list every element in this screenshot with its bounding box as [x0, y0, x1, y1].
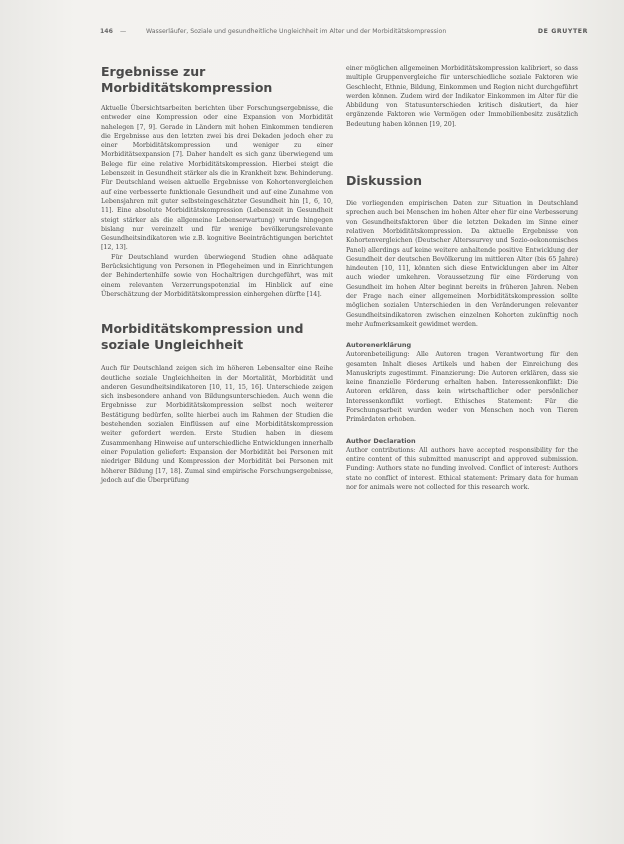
- paragraph: Author contributions: All authors have accepted responsibility for the entire content of this submitted manuscript and approved submission. Funding: Authors state no funding involved. Conflict of interest: Authors state no conflict of interest. Ethical statement: Primary data for human nor for animals were not collected for this research work.: [346, 446, 578, 491]
- paragraph: Für Deutschland wurden überwiegend Studien ohne adäquate Berücksichtigung von Personen in Pflegeheimen und in Einrichtungen der Behindertenhilfe sowie von Hochaltrigen durchgeführt, was mit einem relevanten Verzerrungspotenzial im Hinblick auf eine Überschätzung der Morbiditätskompression einhergehen dürfte [14].: [101, 253, 333, 298]
- header-dash: —: [120, 28, 127, 35]
- publisher-name: DE GRUYTER: [537, 28, 588, 35]
- paragraph: Aktuelle Übersichtsarbeiten berichten über Forschungsergebnisse, die entweder eine Kompression oder eine Expansion von Morbidität nahelegen [7, 9]. Gerade in Ländern mit hohen Einkommen tendieren die Ergebnisse aus den letzten zwei bis drei Dekaden jedoch eher zu einer Morbiditätskompression und weniger zu einer Morbiditätsexpansion [7]. Daher handelt es sich ganz überwiegend um Belege für eine relative Morbiditätskompression. Hierbei steigt die Lebenszeit in Gesundheit stärker als die in Krankheit bzw. Behinderung. Für Deutschland weisen aktuelle Ergebnisse von Kohortenvergleichen auf eine verbesserte funktionale Gesundheit und auf eine Zunahme von Lebensjahren mit guter selbsteingeschätzter Gesundheit hin [1, 6, 10, 11]. Eine absolute Morbiditätskompression (Lebenszeit in Gesundheit steigt stärker als die allgemeine Lebenserwartung) wurde hingegen bislang nur vereinzelt und für wenige bevölkerungsrelevante Gesundheitsindikatoren wie z.B. kognitive Beeinträchtigungen berichtet [12, 13].: [101, 105, 333, 252]
- running-title: Wasserläufer, Soziale und gesundheitliche Ungleichheit im Alter und der Morbiditätskompression: [146, 28, 447, 35]
- left-column: [101, 64, 333, 485]
- paragraph: Autorenbeteiligung: Alle Autoren tragen Verantwortung für den gesamten Inhalt dieses Artikels und haben der Einreichung des Manuskripts zugestimmt. Finanzierung: Die Autoren erklären, dass sie keine finanzielle Förderung erhalten haben. Interessenkonflikt: Die Autoren erklären, dass kein wirtschaftlicher oder persönlicher Interessenkonflikt vorliegt. Ethisches Statement: Für die Forschungsarbeit wurden weder von Menschen noch von Tieren Primärdaten erhoben.: [346, 351, 578, 424]
- right-column: [346, 64, 578, 492]
- declaration-heading-en: Author Declaration: [346, 436, 416, 445]
- section-heading-discussion: Diskussion: [346, 173, 422, 189]
- section-heading-inequality: Morbiditätskompression und soziale Ungleichheit: [101, 321, 304, 353]
- paragraph: Die vorliegenden empirischen Daten zur Situation in Deutschland sprechen auch bei Menschen im hohen Alter eher für eine Verbesserung von Gesundheitsfaktoren über die letzten Dekaden im Sinne einer relativen Morbiditätskompression. Da aktuelle Ergebnisse von Kohortenvergleichen (Deutscher Alterssurvey und Sozio-oekonomisches Panel) allerdings auf keine weitere anhaltende positive Entwicklung der Gesundheit der deutschen Bevölkerung im mittleren Alter (bis 65 Jahre) hindeuten [10, 11], könnten sich diese Entwicklungen aber im Alter auch wieder umkehren. Voraussetzung für eine Förderung von Gesundheit im hohen Alter beginnt bereits in früheren Jahren. Neben der Frage nach einer allgemeinen Morbiditätskompression sollte möglichen sozialen Unterschieden in den Veränderungen relevanter Gesundheitsindikatoren zwischen einzelnen Kohorten zukünftig noch mehr Aufmerksamkeit gewidmet werden.: [346, 200, 578, 328]
- section-heading-results: Ergebnisse zur Morbiditätskompression: [101, 64, 273, 95]
- declaration-heading-de: Autorenerklärung: [346, 341, 412, 350]
- paragraph: Auch für Deutschland zeigen sich im höheren Lebensalter eine Reihe deutliche soziale Ungleichheiten in der Mortalität, Morbidität und anderen Gesundheitsindikatoren [10, 11, 15, 16]. Unterschiede zeigen sich insbesondere anhand von Bildungsunterschieden. Auch wenn die Ergebnisse zur Morbiditätskompression selbst noch weiterer Bestätigung bedürfen, sollte hierbei auch im Rahmen der Studien die bestehenden sozialen Einflüssen auf eine Morbiditätskompression weiter gefordert werden. Erste Studien haben in diesem Zusammenhang Hinweise auf unterschiedliche Entwicklungen innerhalb einer Population geliefert: Expansion der Morbidität bei Personen mit niedriger Bildung und Kompression der Morbidität bei Personen mit höherer Bildung [17, 18]. Zumal sind empirische Forschungsergebnisse, jedoch auf die Überprüfung: [101, 365, 333, 484]
- page-number: 146: [100, 28, 113, 35]
- paragraph: einer möglichen allgemeinen Morbiditätskompression kalibriert, so dass multiple Gruppenvergleiche für unterschiedliche soziale Faktoren wie Geschlecht, Ethnie, Bildung, Einkommen und Region nicht durchgeführt werden können. Zudem wird der Indikator Einkommen im Alter für die Abbildung von Statusunterschieden kritisch diskutiert, da hier ergänzende Faktoren wie Vermögen oder Immobilienbesitz zusätzlich Bedeutung haben können [19, 20].: [346, 65, 578, 128]
- running-header: [100, 28, 588, 40]
